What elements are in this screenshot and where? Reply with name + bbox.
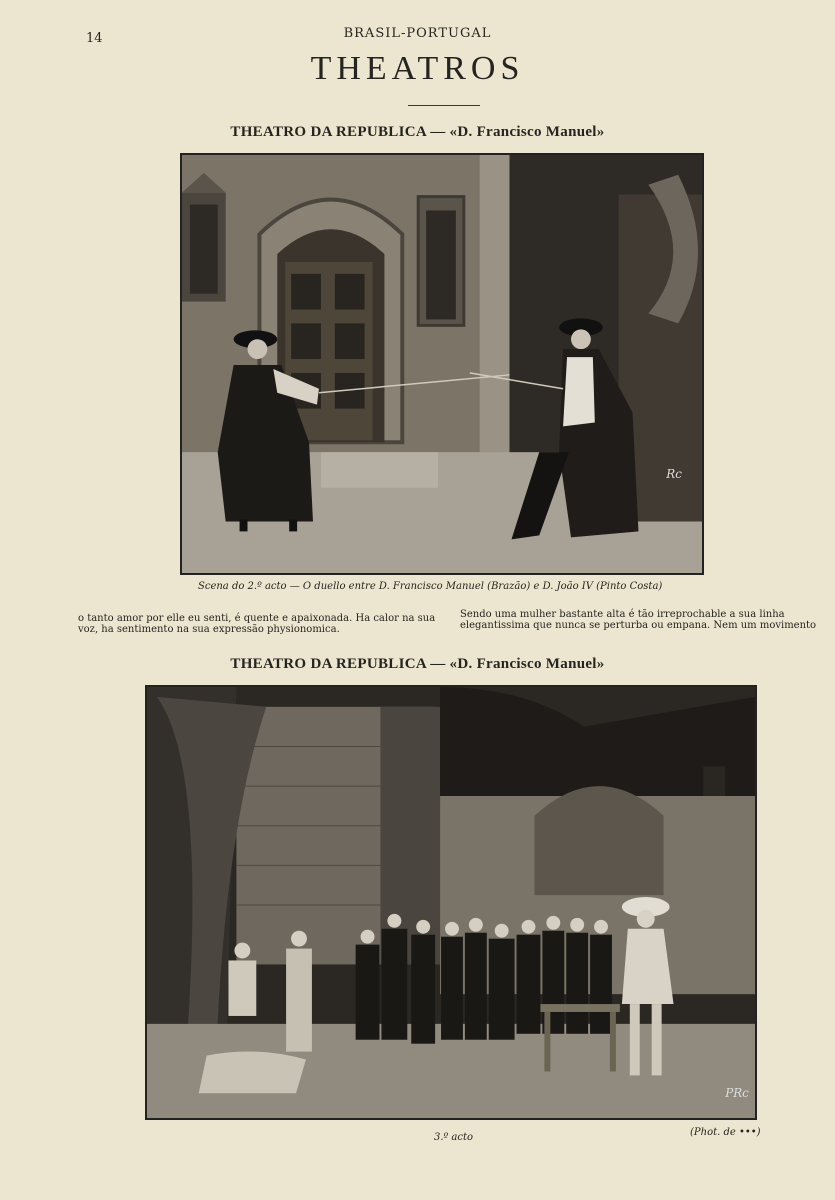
- photo-act-three: [145, 685, 757, 1120]
- photo-2-mark: PRc: [725, 1086, 749, 1101]
- photo-1-caption: Scena do 2.º acto — O duello entre D. Francisco Manuel (Brazão) e D. João IV (Pinto Costa): [198, 581, 663, 592]
- duel-scene-illustration: [182, 155, 702, 573]
- photo-2-caption: 3.º acto: [434, 1132, 474, 1143]
- text-column-right: Sendo uma mulher bastante alta é tão irreprochable a sua linha elegantissima que nunca se perturba ou empana. Nem um movimento: [460, 609, 817, 631]
- act-three-illustration: [147, 687, 755, 1118]
- title-rule: [408, 105, 480, 106]
- article-heading-2: THEATRO DA REPUBLICA — «D. Francisco Manuel»: [230, 656, 605, 672]
- page-number: 14: [86, 31, 103, 46]
- text-column-left: o tanto amor por elle eu senti, é quente e apaixonada. Ha calor na sua voz, ha sentimento na sua expressão physionomica.: [78, 613, 436, 635]
- running-head: BRASIL-PORTUGAL: [343, 26, 492, 41]
- photo-credit: (Phot. de •••): [690, 1127, 761, 1138]
- photo-1-mark: Rc: [666, 466, 682, 481]
- photo-duel-scene: [180, 153, 704, 575]
- article-heading-1: THEATRO DA REPUBLICA — «D. Francisco Manuel»: [230, 124, 605, 140]
- section-title: THEATROS: [310, 50, 525, 87]
